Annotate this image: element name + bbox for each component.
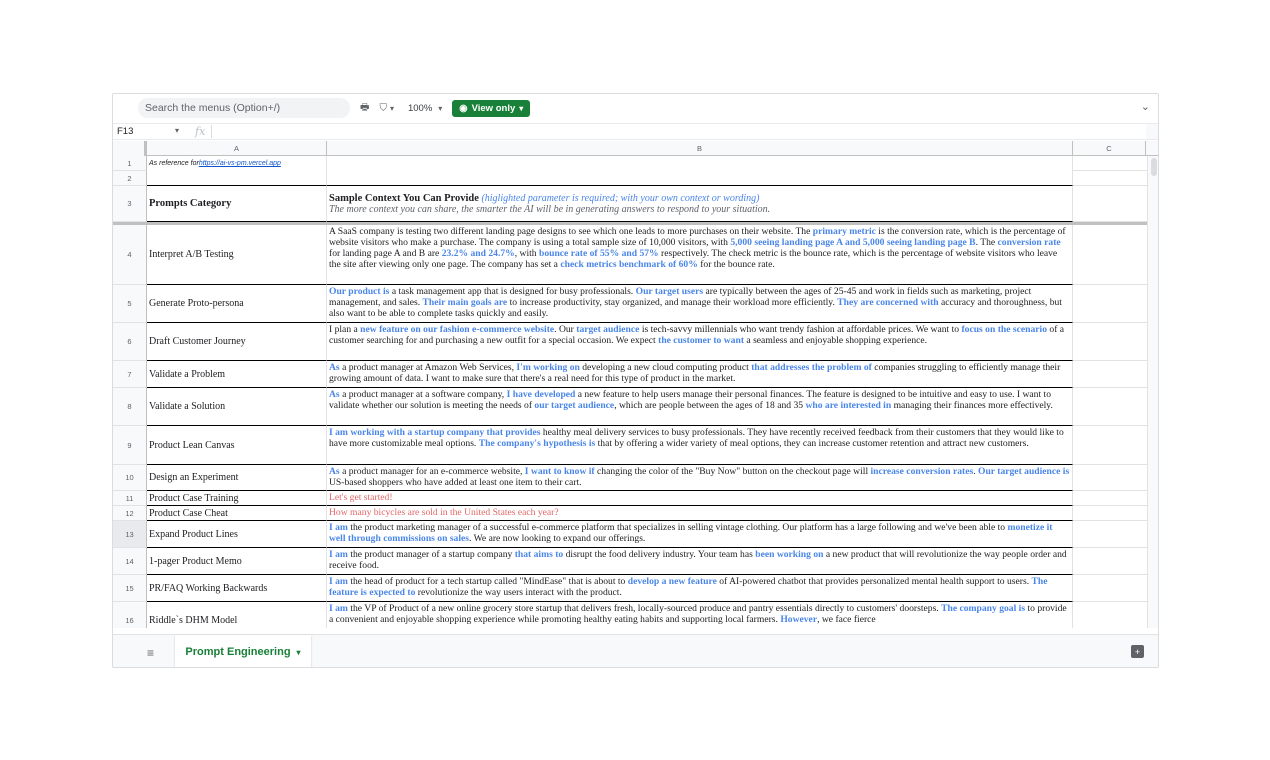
- context-text: for landing page A and B are: [329, 248, 442, 259]
- required-parameter: The company goal is: [941, 603, 1026, 614]
- required-parameter: Our target audience is: [977, 466, 1070, 477]
- required-parameter: As: [329, 362, 340, 373]
- context-text: the product manager of a startup company: [347, 549, 515, 560]
- required-parameter: been working on: [755, 549, 824, 560]
- row-number[interactable]: 5: [113, 285, 147, 323]
- sheet-tab-bar: [113, 634, 1158, 668]
- context-text: US-based shoppers who have added at least one item to their cart.: [329, 477, 582, 488]
- context-cell[interactable]: [327, 361, 1073, 388]
- zoom-value: 100%: [407, 102, 433, 114]
- row-number[interactable]: 7: [113, 361, 147, 388]
- cell[interactable]: [1073, 521, 1147, 548]
- required-parameter: I am: [329, 576, 348, 587]
- filter-icon: ⛉: [379, 102, 387, 114]
- row-number[interactable]: 6: [113, 323, 147, 361]
- context-cell[interactable]: [327, 506, 1073, 521]
- context-text: . Our: [554, 324, 577, 335]
- category-cell[interactable]: PR/FAQ Working Backwards: [147, 575, 327, 602]
- required-parameter: As: [329, 466, 340, 477]
- required-parameter: Our target users: [635, 286, 704, 297]
- required-parameter: that addresses the problem of: [751, 362, 872, 373]
- context-text: are typically between the ages of 25-45 and work in fields such as marketing, project management, and sales.: [329, 286, 1032, 308]
- chevron-down-icon: ▾: [438, 103, 443, 113]
- collapse-toolbar-icon[interactable]: ⌄: [1140, 101, 1150, 113]
- view-only-button[interactable]: [452, 100, 530, 117]
- context-text: that by offering a wider variety of meal options, they can increase customer retention and attract new customers.: [595, 438, 1029, 449]
- select-all-corner[interactable]: [113, 141, 147, 156]
- prompts-category-header[interactable]: Prompts Category: [147, 186, 327, 222]
- table-row: [113, 521, 1147, 548]
- required-parameter: our target audience: [534, 400, 615, 411]
- table-row: [113, 361, 1147, 388]
- cell[interactable]: [327, 171, 1073, 186]
- context-text: managing their finances more effectively.: [891, 400, 1053, 411]
- row-number[interactable]: 9: [113, 426, 147, 465]
- required-parameter: conversion rate: [997, 237, 1061, 248]
- reference-cell[interactable]: [147, 156, 327, 171]
- sample-context-header[interactable]: [327, 186, 1073, 222]
- context-cell[interactable]: [327, 465, 1073, 491]
- category-cell[interactable]: Validate a Problem: [147, 361, 327, 388]
- context-cell[interactable]: [327, 548, 1073, 575]
- category-cell[interactable]: Riddle`s DHM Model: [147, 602, 327, 628]
- spreadsheet-app: [112, 93, 1159, 668]
- cell[interactable]: [1073, 575, 1147, 602]
- toolbar: [113, 94, 1158, 122]
- required-parameter: The feature is expected to: [329, 576, 1048, 598]
- chevron-down-icon: ▾: [296, 647, 301, 657]
- context-text: How many bicycles are sold in the United States each year?: [329, 507, 559, 518]
- required-parameter: check metrics benchmark of 60%: [560, 259, 698, 270]
- context-cell[interactable]: [327, 521, 1073, 548]
- search-menus-input[interactable]: Search the menus (Option+/): [138, 98, 350, 118]
- context-text: respectively. The check metric is the bounce rate, which is the percentage of website visitors who leave the site after viewing only one page. The company has set a: [329, 248, 1058, 270]
- required-parameter: 5,000 seeing landing page A and 5,000 seeing landing page B: [730, 237, 976, 248]
- context-text: a product manager at Amazon Web Services,: [339, 362, 517, 373]
- chevron-down-icon: ▾: [389, 103, 394, 113]
- row-number[interactable]: 13: [113, 521, 147, 548]
- row-number[interactable]: 15: [113, 575, 147, 602]
- row-number[interactable]: 16: [113, 602, 147, 628]
- cell[interactable]: [1073, 156, 1147, 171]
- row-number[interactable]: 8: [113, 388, 147, 426]
- required-parameter: increase conversion rates: [870, 466, 974, 477]
- context-cell[interactable]: [327, 602, 1073, 628]
- table-row: [113, 323, 1147, 361]
- header-row: [113, 186, 1147, 222]
- required-parameter: I want to know if: [524, 466, 595, 477]
- chevron-down-icon: ▾: [519, 103, 524, 113]
- cell[interactable]: [1073, 388, 1147, 426]
- context-text: developing a new cloud computing product: [579, 362, 752, 373]
- column-header-c[interactable]: C: [1073, 141, 1146, 156]
- reference-link[interactable]: https://ai-vs-pm.vercel.app: [198, 160, 281, 167]
- sample-context-title: Sample Context You Can Provide: [329, 193, 479, 204]
- context-text: revolutionize the way users interact with the product.: [415, 587, 622, 598]
- all-sheets-icon[interactable]: ≡: [147, 646, 155, 660]
- table-row: [113, 602, 1147, 628]
- row-number[interactable]: 1: [113, 156, 147, 171]
- required-parameter: focus on the scenario: [961, 324, 1048, 335]
- cell[interactable]: [1073, 465, 1147, 491]
- required-parameter: 23.2% and 24.7%: [441, 248, 515, 259]
- context-cell[interactable]: [327, 575, 1073, 602]
- table-row: [113, 156, 1147, 171]
- cell[interactable]: [1073, 491, 1147, 506]
- table-row: [113, 575, 1147, 602]
- required-parameter: I am: [329, 522, 348, 533]
- required-parameter: I am: [329, 549, 348, 560]
- context-cell[interactable]: [327, 285, 1073, 323]
- required-parameter: I have developed: [506, 389, 576, 400]
- required-parameter: I'm working on: [516, 362, 580, 373]
- row-number[interactable]: 12: [113, 506, 147, 521]
- required-parameter: that aims to: [514, 549, 564, 560]
- table-row: [113, 491, 1147, 506]
- cell[interactable]: [1073, 548, 1147, 575]
- context-text: a product manager for an e-commerce website,: [339, 466, 525, 477]
- category-cell[interactable]: Product Case Cheat: [147, 506, 327, 521]
- row-number[interactable]: 11: [113, 491, 147, 506]
- required-parameter: However: [780, 614, 818, 625]
- context-text: a new product that will revolutionize the way people order and receive food.: [329, 549, 1067, 571]
- context-text: a seamless and enjoyable shopping experience.: [744, 335, 928, 346]
- column-headers: [113, 141, 1159, 156]
- required-parameter: Their main goals are: [422, 297, 508, 308]
- vertical-scroll-thumb[interactable]: [1151, 158, 1157, 176]
- context-text: companies struggling to efficiently manage their growing amount of data. I want to make sure that there's a real need for this type of product in the market.: [329, 362, 1061, 384]
- context-text: . The: [975, 237, 998, 248]
- required-parameter: new feature on our fashion e-commerce website: [360, 324, 555, 335]
- context-text: , with: [514, 248, 539, 259]
- context-text: disrupt the food delivery industry. Your team has: [563, 549, 756, 560]
- context-cell[interactable]: [327, 323, 1073, 361]
- printer-icon[interactable]: 🖶: [360, 101, 370, 113]
- row-number[interactable]: 14: [113, 548, 147, 575]
- context-text: , which are people between the ages of 18 and 35: [614, 400, 806, 411]
- required-parameter: monetize it well through commissions on sales: [329, 522, 1053, 544]
- explore-icon[interactable]: +: [1131, 645, 1144, 658]
- vertical-scrollbar[interactable]: [1147, 156, 1159, 628]
- row-number[interactable]: 4: [113, 225, 147, 285]
- required-parameter: target audience: [576, 324, 640, 335]
- category-cell[interactable]: Product Lean Canvas: [147, 426, 327, 465]
- context-cell[interactable]: [327, 426, 1073, 465]
- chevron-down-icon: ▾: [174, 126, 179, 135]
- view-only-label: View only: [471, 102, 516, 114]
- context-text: Let's get started!: [329, 492, 393, 503]
- cell[interactable]: [1073, 426, 1147, 465]
- reference-prefix: As reference for: [149, 160, 199, 167]
- context-text: . We are now looking to expand our offerings.: [469, 533, 646, 544]
- cell[interactable]: [147, 171, 327, 186]
- context-text: of AI-powered chatbot that provides personalized mental health support to users.: [716, 576, 1032, 587]
- zoom-select[interactable]: [408, 103, 442, 114]
- category-cell[interactable]: Draft Customer Journey: [147, 323, 327, 361]
- column-header-b[interactable]: B: [327, 141, 1073, 156]
- context-text: the head of product for a tech startup called "MindEase" that is about to: [347, 576, 628, 587]
- context-text: the product marketing manager of a successful e-commerce platform that specializes in selling vintage clothing. Our platform has a large following and we've been able to: [347, 522, 1008, 533]
- context-text: for the bounce rate.: [697, 259, 775, 270]
- context-text: A SaaS company is testing two different landing page designs to see which one leads to more purchases on their website. The: [329, 226, 813, 237]
- table-row: [113, 225, 1147, 285]
- sheet-tab-prompt-engineering[interactable]: [175, 635, 311, 668]
- table-row: [113, 548, 1147, 575]
- required-parameter: bounce rate of 55% and 57%: [539, 248, 659, 259]
- context-text: a product manager at a software company,: [339, 389, 507, 400]
- table-row: [113, 426, 1147, 465]
- table-row: [113, 465, 1147, 491]
- category-cell[interactable]: 1-pager Product Memo: [147, 548, 327, 575]
- table-row: [113, 388, 1147, 426]
- required-parameter: primary metric: [812, 226, 876, 237]
- cell[interactable]: [1073, 285, 1147, 323]
- context-text: .: [973, 466, 978, 477]
- eye-icon: ◉: [459, 102, 468, 114]
- required-parameter: I am: [329, 603, 348, 614]
- sheet-grid: [113, 141, 1159, 628]
- required-parameter: the customer to want: [658, 335, 745, 346]
- cell[interactable]: [1073, 602, 1147, 628]
- required-parameter: The company's hypothesis is: [478, 438, 596, 449]
- required-parameter: develop a new feature: [627, 576, 717, 587]
- column-header-a[interactable]: A: [147, 141, 327, 156]
- row-number[interactable]: 2: [113, 171, 147, 186]
- context-text: the VP of Product of a new online grocery store startup that delivers fresh, locally-sourced produce and pantry essentials directly to customers' doorsteps.: [347, 603, 942, 614]
- context-text: a task management app that is designed for busy professionals.: [389, 286, 636, 297]
- sheet-tab-label: Prompt Engineering: [185, 646, 291, 658]
- sample-context-note: (higlighted parameter is required; with your own context or wording): [478, 193, 760, 204]
- required-parameter: I am working with a startup company that provides: [329, 427, 541, 438]
- cell-reference: F13: [117, 126, 134, 137]
- sample-context-subtitle: The more context you can share, the smarter the AI will be in generating answers to respond to your situation.: [329, 204, 771, 215]
- category-cell[interactable]: Expand Product Lines: [147, 521, 327, 548]
- context-text: to provide a convenient and enjoyable shopping experience while promoting healthy eating habits and supporting local farmers.: [329, 603, 1067, 625]
- cell[interactable]: [1073, 323, 1147, 361]
- context-cell[interactable]: [327, 388, 1073, 426]
- required-parameter: As: [329, 389, 340, 400]
- formula-bar-expand[interactable]: [1146, 124, 1158, 139]
- required-parameter: They are concerned with: [837, 297, 939, 308]
- context-text: is tech-savvy millennials who want trendy fashion at affordable prices. We want to: [639, 324, 962, 335]
- cell[interactable]: [1073, 506, 1147, 521]
- filter-button[interactable]: [379, 103, 394, 114]
- cell[interactable]: [1073, 361, 1147, 388]
- cell[interactable]: [1073, 171, 1147, 186]
- required-parameter: who are interested in: [805, 400, 892, 411]
- category-cell[interactable]: Design an Experiment: [147, 465, 327, 491]
- context-text: changing the color of the "Buy Now" button on the checkout page will: [594, 466, 871, 477]
- cell[interactable]: [1073, 225, 1147, 285]
- context-text: to increase productivity, stay organized, and manage their workload more efficiently.: [507, 297, 838, 308]
- category-cell[interactable]: Validate a Solution: [147, 388, 327, 426]
- context-text: , we face fierce: [817, 614, 876, 625]
- row-number[interactable]: 10: [113, 465, 147, 491]
- cell[interactable]: [1073, 186, 1147, 222]
- context-cell[interactable]: [327, 491, 1073, 506]
- category-cell[interactable]: Interpret A/B Testing: [147, 225, 327, 285]
- table-row: [113, 285, 1147, 323]
- row-number[interactable]: 3: [113, 186, 147, 222]
- cell[interactable]: [327, 156, 1073, 171]
- category-cell[interactable]: Product Case Training: [147, 491, 327, 506]
- context-text: healthy meal delivery services to busy professionals. They have recently received feedback from their customers that they would like to have more customizable meal options.: [329, 427, 1064, 449]
- context-text: accuracy and thoroughness, but also want to be able to complete tasks quickly and easily.: [329, 297, 1062, 319]
- context-text: is the conversion rate, which is the percentage of website visitors who make a purchase. The company is using a total sample size of 10,000 visitors, with: [329, 226, 1066, 248]
- context-text: I plan a: [329, 324, 361, 335]
- required-parameter: Our product is: [329, 286, 390, 297]
- name-box[interactable]: [113, 126, 185, 137]
- formula-bar: [113, 123, 1158, 140]
- context-cell[interactable]: [327, 225, 1073, 285]
- table-row: [113, 506, 1147, 521]
- context-text: a new feature to help users manage their personal finances. The feature is designed to be intuitive and easy to use. I want to validate whether our solution is meeting the needs of: [329, 389, 1051, 411]
- fx-icon: fx: [195, 125, 212, 138]
- context-text: of a customer searching for and purchasing a new outfit for a special occasion. We expect: [329, 324, 1065, 346]
- table-row: [113, 171, 1147, 186]
- category-cell[interactable]: Generate Proto-persona: [147, 285, 327, 323]
